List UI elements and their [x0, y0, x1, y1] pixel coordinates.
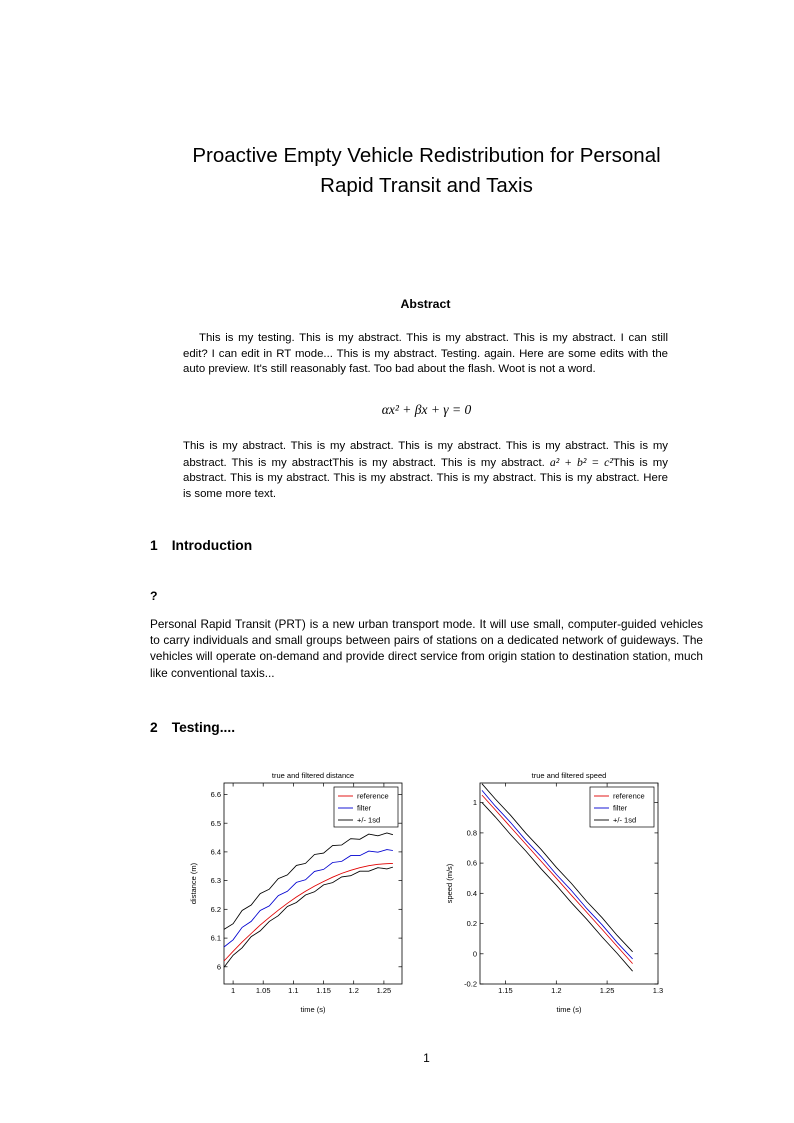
svg-text:1.2: 1.2 [550, 986, 562, 995]
paper-title-line2: Rapid Transit and Taxis [320, 174, 533, 197]
svg-text:0: 0 [472, 949, 477, 959]
question-paragraph: ? [150, 589, 158, 603]
display-equation: αx² + βx + γ = 0 [381, 402, 472, 417]
svg-text:6.6: 6.6 [210, 790, 221, 800]
speed-chart [444, 768, 666, 1016]
svg-text:-0.2: -0.2 [463, 979, 477, 989]
svg-text:1.3: 1.3 [652, 986, 663, 995]
svg-text:0.8: 0.8 [466, 828, 477, 838]
svg-text:filter: filter [356, 803, 371, 813]
abstract-paragraph-1: This is my testing. This is my abstract. This is my abstract. This is my abstract. I can still edit? I can edit in RT mode... This is my abstract. Testing. again. Here are some edits with the auto preview. It's still reasonably fast. Too bad about the flash. Woot is not a word. [183, 332, 668, 375]
section-number: 2 [150, 720, 158, 735]
section-heading-testing [150, 720, 235, 735]
svg-text:true and filtered distance: true and filtered distance [271, 771, 354, 780]
abstract-paragraph-2-text-cont: This is my abstract. This is my abstract. This is my abstract. This is my abstract. This is my abstract. Here is some more text. [183, 456, 668, 500]
abstract-paragraph-2 [183, 439, 668, 502]
paper-title-line1: Proactive Empty Vehicle Redistribution for Personal [192, 144, 661, 167]
svg-text:1.25: 1.25 [599, 986, 614, 995]
svg-text:6.5: 6.5 [210, 818, 221, 828]
svg-text:+/- 1sd: +/- 1sd [356, 815, 380, 825]
svg-text:0.6: 0.6 [466, 858, 477, 868]
section-title: Testing.... [171, 720, 236, 735]
svg-text:6.4: 6.4 [210, 847, 221, 857]
svg-text:6.1: 6.1 [210, 933, 221, 943]
svg-text:6.2: 6.2 [210, 904, 221, 914]
svg-text:0.4: 0.4 [466, 888, 477, 898]
svg-text:filter: filter [612, 803, 627, 813]
page-number: 1 [423, 1051, 430, 1065]
inline-equation: a² + b² = c² [549, 454, 613, 469]
svg-text:time (s): time (s) [556, 1005, 581, 1014]
svg-text:distance (m): distance (m) [188, 862, 198, 905]
svg-text:0.2: 0.2 [466, 919, 477, 929]
section-heading-introduction [150, 538, 252, 553]
svg-text:time (s): time (s) [300, 1005, 325, 1014]
abstract-paragraph-2-text: This is my abstract. This is my abstract. This is my abstract. This is my abstract. This is my abstract. This is my abstractThis is my abstract. This is my abstract. [183, 440, 668, 469]
distance-chart [188, 768, 410, 1016]
svg-text:1.15: 1.15 [497, 986, 513, 995]
svg-text:6: 6 [216, 962, 221, 972]
svg-text:+/- 1sd: +/- 1sd [612, 815, 636, 825]
section-title: Introduction [171, 538, 253, 553]
svg-text:1.1: 1.1 [287, 986, 299, 995]
svg-text:reference: reference [356, 791, 389, 801]
figure-row [150, 768, 703, 1016]
svg-text:1: 1 [230, 986, 235, 995]
svg-text:1.05: 1.05 [255, 986, 271, 995]
abstract-heading: Abstract [400, 297, 451, 311]
introduction-paragraph: Personal Rapid Transit (PRT) is a new urban transport mode. It will use small, computer-guided vehicles to carry individuals and small groups between pairs of stations on a dedicated network of guideways. The vehicles will operate on-demand and provide direct service from origin station to destination station, much like conventional taxis... [150, 617, 703, 680]
paper-title [150, 141, 703, 201]
svg-text:1.15: 1.15 [315, 986, 331, 995]
svg-text:1.2: 1.2 [347, 986, 359, 995]
section-number: 1 [150, 538, 158, 553]
svg-text:speed (m/s): speed (m/s) [444, 863, 454, 904]
svg-text:true and filtered speed: true and filtered speed [531, 771, 606, 780]
svg-text:reference: reference [612, 791, 645, 801]
svg-text:1: 1 [472, 798, 477, 808]
svg-text:1.25: 1.25 [376, 986, 391, 995]
svg-text:6.3: 6.3 [210, 876, 221, 886]
